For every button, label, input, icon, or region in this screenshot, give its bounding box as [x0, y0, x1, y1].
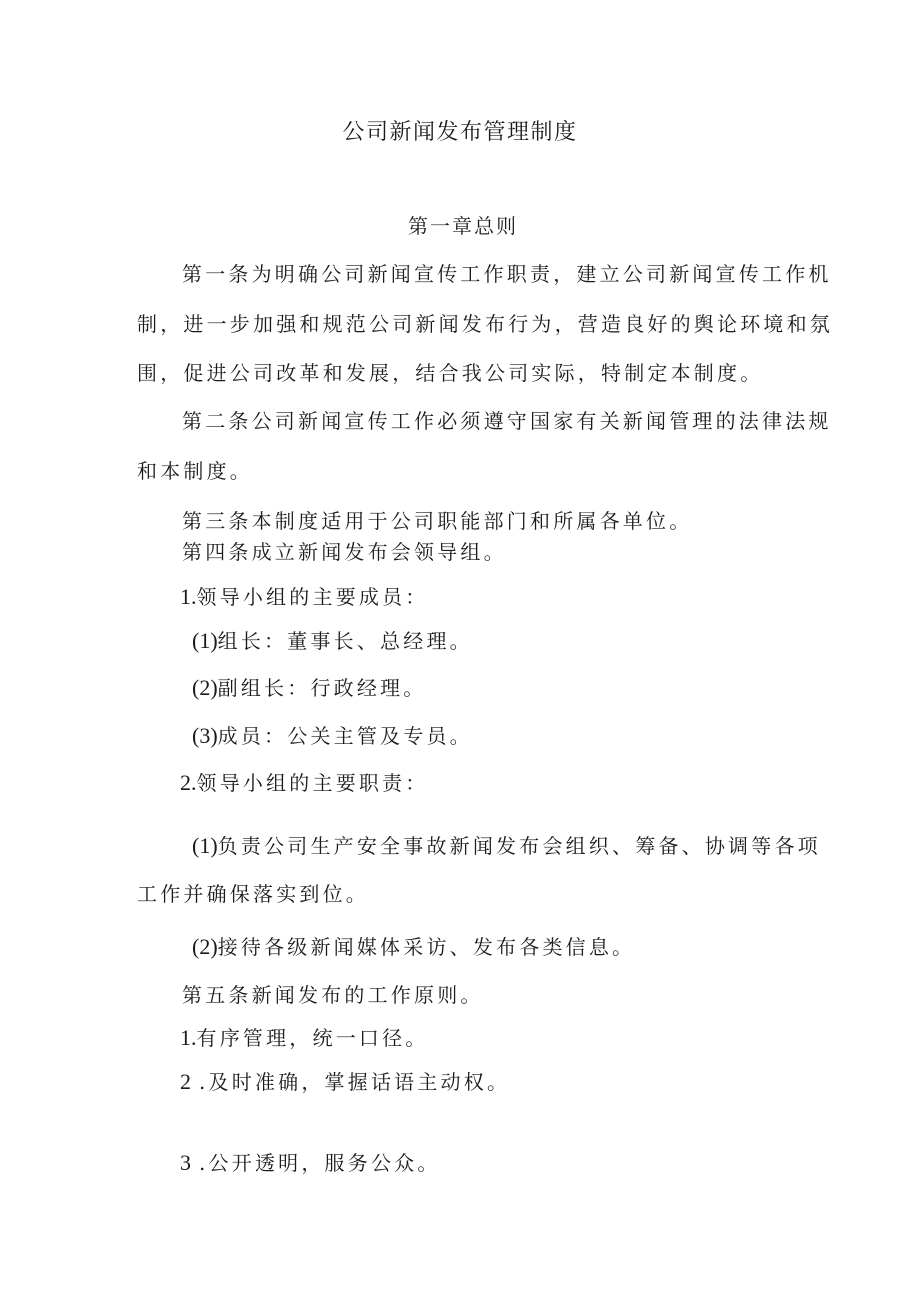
document-title: 公司新闻发布管理制度 — [342, 120, 578, 145]
duty-item-1-text: 负责公司生产安全事故新闻发布会组织、筹备、协调等各项 — [217, 834, 821, 858]
member-item-1-number: (1) — [192, 628, 218, 653]
duty-item-2 — [192, 935, 635, 959]
principle-1 — [180, 1026, 429, 1050]
principle-2-number: 2 — [180, 1069, 191, 1094]
member-item-2-text: 副组长：行政经理。 — [217, 676, 427, 700]
principle-2 — [180, 1070, 510, 1094]
duty-item-1-number: (1) — [192, 833, 218, 858]
principle-1-text: 有序管理，统一口径。 — [196, 1026, 429, 1050]
member-item-1 — [192, 629, 473, 653]
duty-item-2-number: (2) — [192, 934, 218, 959]
principle-3-text: .公开透明，服务公众。 — [199, 1151, 441, 1175]
principle-1-number: 1. — [180, 1025, 197, 1050]
chapter-heading: 第一章总则 — [408, 214, 518, 238]
members-heading — [180, 585, 429, 609]
members-number: 1. — [180, 584, 197, 609]
member-item-3-number: (3) — [192, 723, 218, 748]
duty-item-1 — [192, 834, 821, 858]
duties-heading-text: 领导小组的主要职责： — [196, 771, 429, 795]
article-1-line-3: 围，促进公司改革和发展，结合我公司实际，特制定本制度。 — [137, 361, 764, 385]
article-2-line-2: 和本制度。 — [137, 459, 253, 483]
article-2-line-1: 第二条公司新闻宣传工作必须遵守国家有关新闻管理的法律法规 — [182, 409, 832, 433]
article-4: 第四条成立新闻发布会领导组。 — [182, 540, 507, 564]
member-item-3-text: 成员：公关主管及专员。 — [217, 724, 473, 748]
duties-number: 2. — [180, 770, 197, 795]
members-heading-text: 领导小组的主要成员： — [196, 585, 429, 609]
duties-heading — [180, 771, 429, 795]
duty-item-2-text: 接待各级新闻媒体采访、发布各类信息。 — [217, 935, 636, 959]
principle-2-text: .及时准确，掌握话语主动权。 — [199, 1070, 511, 1094]
article-3: 第三条本制度适用于公司职能部门和所属各单位。 — [182, 509, 693, 533]
member-item-3 — [192, 724, 473, 748]
principle-3 — [180, 1151, 441, 1175]
member-item-1-text: 组长：董事长、总经理。 — [217, 629, 473, 653]
article-5: 第五条新闻发布的工作原则。 — [182, 983, 484, 1007]
member-item-2 — [192, 676, 426, 700]
duty-item-1-continuation: 工作并确保落实到位。 — [137, 882, 369, 906]
principle-3-number: 3 — [180, 1150, 191, 1175]
article-1-line-1: 第一条为明确公司新闻宣传工作职责，建立公司新闻宣传工作机 — [182, 262, 832, 286]
article-1-line-2: 制，进一步加强和规范公司新闻发布行为，营造良好的舆论环境和氛 — [137, 312, 833, 336]
member-item-2-number: (2) — [192, 675, 218, 700]
